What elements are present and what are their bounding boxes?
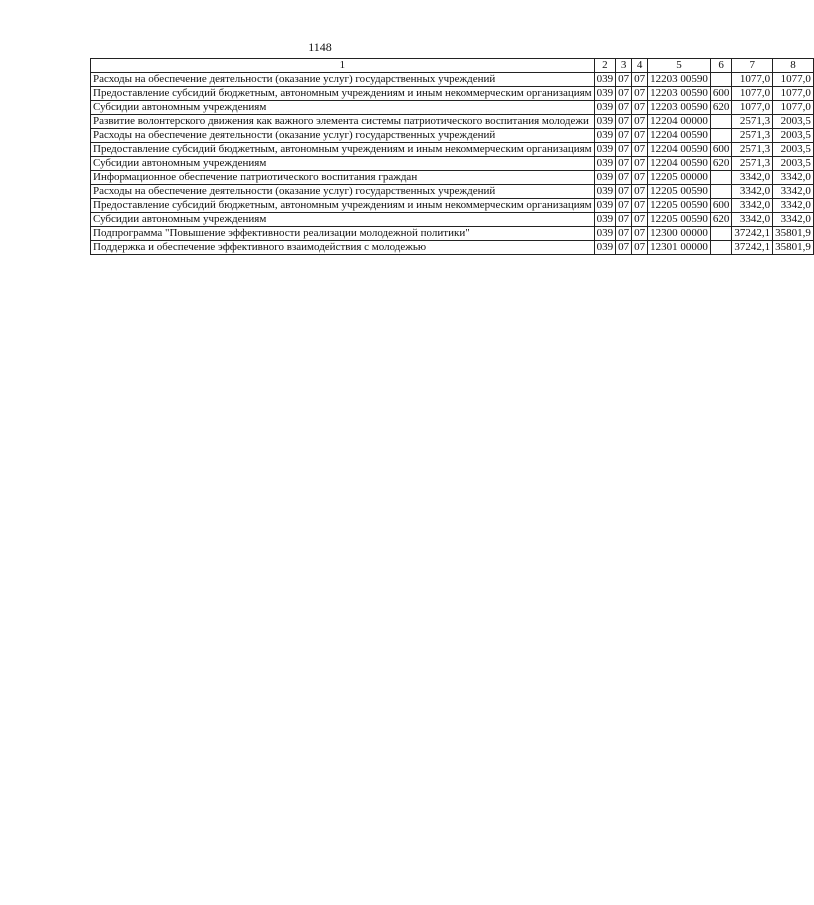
- row-name-cell: Расходы на обеспечение деятельности (оказание услуг) государственных учреждений: [91, 73, 595, 87]
- amount-col7-cell: 2571,3: [732, 115, 773, 129]
- amount-col8-cell: 1077,0: [773, 87, 814, 101]
- table-row: [91, 171, 814, 185]
- section-cell: 07: [616, 101, 632, 115]
- section-cell: 07: [616, 185, 632, 199]
- subsection-cell: 07: [632, 227, 648, 241]
- page-number: 1148: [308, 40, 332, 54]
- subsection-cell: 07: [632, 115, 648, 129]
- row-name-cell: Расходы на обеспечение деятельности (оказание услуг) государственных учреждений: [91, 129, 595, 143]
- column-header: 4: [632, 59, 648, 73]
- amount-col7-cell: 1077,0: [732, 101, 773, 115]
- subsection-cell: 07: [632, 87, 648, 101]
- amount-col7-cell: 1077,0: [732, 73, 773, 87]
- section-cell: 07: [616, 199, 632, 213]
- amount-col8-cell: 2003,5: [773, 143, 814, 157]
- expense-type-cell: 620: [710, 213, 732, 227]
- amount-col7-cell: 3342,0: [732, 171, 773, 185]
- subsection-cell: 07: [632, 185, 648, 199]
- section-cell: 07: [616, 157, 632, 171]
- target-item-cell: 12300 00000: [648, 227, 711, 241]
- expense-type-cell: [710, 227, 732, 241]
- amount-col8-cell: 2003,5: [773, 129, 814, 143]
- amount-col8-cell: 35801,9: [773, 241, 814, 255]
- subsection-cell: 07: [632, 157, 648, 171]
- amount-col7-cell: 3342,0: [732, 199, 773, 213]
- table-row: [91, 143, 814, 157]
- target-item-cell: 12203 00590: [648, 101, 711, 115]
- target-item-cell: 12205 00590: [648, 199, 711, 213]
- expense-type-cell: 600: [710, 143, 732, 157]
- table-row: [91, 115, 814, 129]
- admin-code-cell: 039: [594, 115, 616, 129]
- section-cell: 07: [616, 87, 632, 101]
- column-header: 6: [710, 59, 732, 73]
- subsection-cell: 07: [632, 143, 648, 157]
- target-item-cell: 12203 00590: [648, 87, 711, 101]
- row-name-cell: Субсидии автономным учреждениям: [91, 157, 595, 171]
- row-name-cell: Развитие волонтерского движения как важного элемента системы патриотического воспитания молодежи: [91, 115, 595, 129]
- admin-code-cell: 039: [594, 199, 616, 213]
- admin-code-cell: 039: [594, 87, 616, 101]
- table-row: [91, 185, 814, 199]
- admin-code-cell: 039: [594, 73, 616, 87]
- column-header: 8: [773, 59, 814, 73]
- target-item-cell: 12205 00000: [648, 171, 711, 185]
- section-cell: 07: [616, 115, 632, 129]
- target-item-cell: 12203 00590: [648, 73, 711, 87]
- admin-code-cell: 039: [594, 143, 616, 157]
- target-item-cell: 12204 00590: [648, 143, 711, 157]
- expense-type-cell: [710, 129, 732, 143]
- expense-type-cell: 620: [710, 157, 732, 171]
- table-row: [91, 129, 814, 143]
- table-row: [91, 157, 814, 171]
- expense-type-cell: 600: [710, 199, 732, 213]
- amount-col8-cell: 1077,0: [773, 73, 814, 87]
- admin-code-cell: 039: [594, 213, 616, 227]
- row-name-cell: Поддержка и обеспечение эффективного взаимодействия с молодежью: [91, 241, 595, 255]
- amount-col7-cell: 37242,1: [732, 227, 773, 241]
- amount-col8-cell: 2003,5: [773, 157, 814, 171]
- amount-col7-cell: 3342,0: [732, 185, 773, 199]
- table-row: [91, 73, 814, 87]
- target-item-cell: 12204 00000: [648, 115, 711, 129]
- table-row: [91, 199, 814, 213]
- subsection-cell: 07: [632, 73, 648, 87]
- expense-type-cell: [710, 241, 732, 255]
- table-row: [91, 87, 814, 101]
- row-name-cell: Информационное обеспечение патриотического воспитания граждан: [91, 171, 595, 185]
- amount-col8-cell: 1077,0: [773, 101, 814, 115]
- subsection-cell: 07: [632, 199, 648, 213]
- amount-col7-cell: 2571,3: [732, 157, 773, 171]
- target-item-cell: 12301 00000: [648, 241, 711, 255]
- expense-type-cell: [710, 185, 732, 199]
- amount-col7-cell: 2571,3: [732, 143, 773, 157]
- section-cell: 07: [616, 171, 632, 185]
- budget-table: [90, 58, 814, 255]
- row-name-cell: Подпрограмма "Повышение эффективности реализации молодежной политики": [91, 227, 595, 241]
- admin-code-cell: 039: [594, 227, 616, 241]
- admin-code-cell: 039: [594, 129, 616, 143]
- table-row: [91, 213, 814, 227]
- section-cell: 07: [616, 129, 632, 143]
- subsection-cell: 07: [632, 101, 648, 115]
- target-item-cell: 12205 00590: [648, 185, 711, 199]
- column-header: 3: [616, 59, 632, 73]
- table-row: [91, 241, 814, 255]
- expense-type-cell: [710, 171, 732, 185]
- amount-col7-cell: 37242,1: [732, 241, 773, 255]
- column-header: 5: [648, 59, 711, 73]
- expense-type-cell: [710, 73, 732, 87]
- header-row: [91, 59, 814, 73]
- admin-code-cell: 039: [594, 101, 616, 115]
- admin-code-cell: 039: [594, 171, 616, 185]
- section-cell: 07: [616, 143, 632, 157]
- row-name-cell: Предоставление субсидий бюджетным, автономным учреждениям и иным некоммерческим организациям: [91, 87, 595, 101]
- column-header: 7: [732, 59, 773, 73]
- column-header: 2: [594, 59, 616, 73]
- admin-code-cell: 039: [594, 241, 616, 255]
- expense-type-cell: 600: [710, 87, 732, 101]
- amount-col7-cell: 3342,0: [732, 213, 773, 227]
- row-name-cell: Расходы на обеспечение деятельности (оказание услуг) государственных учреждений: [91, 185, 595, 199]
- amount-col7-cell: 2571,3: [732, 129, 773, 143]
- admin-code-cell: 039: [594, 185, 616, 199]
- expense-type-cell: [710, 115, 732, 129]
- subsection-cell: 07: [632, 213, 648, 227]
- amount-col8-cell: 3342,0: [773, 185, 814, 199]
- expense-type-cell: 620: [710, 101, 732, 115]
- table-row: [91, 101, 814, 115]
- row-name-cell: Субсидии автономным учреждениям: [91, 101, 595, 115]
- target-item-cell: 12205 00590: [648, 213, 711, 227]
- subsection-cell: 07: [632, 171, 648, 185]
- column-header: 1: [91, 59, 595, 73]
- section-cell: 07: [616, 241, 632, 255]
- amount-col8-cell: 35801,9: [773, 227, 814, 241]
- amount-col8-cell: 3342,0: [773, 199, 814, 213]
- section-cell: 07: [616, 73, 632, 87]
- amount-col8-cell: 2003,5: [773, 115, 814, 129]
- row-name-cell: Субсидии автономным учреждениям: [91, 213, 595, 227]
- row-name-cell: Предоставление субсидий бюджетным, автономным учреждениям и иным некоммерческим организациям: [91, 199, 595, 213]
- admin-code-cell: 039: [594, 157, 616, 171]
- subsection-cell: 07: [632, 129, 648, 143]
- target-item-cell: 12204 00590: [648, 157, 711, 171]
- amount-col7-cell: 1077,0: [732, 87, 773, 101]
- amount-col8-cell: 3342,0: [773, 213, 814, 227]
- section-cell: 07: [616, 227, 632, 241]
- row-name-cell: Предоставление субсидий бюджетным, автономным учреждениям и иным некоммерческим организациям: [91, 143, 595, 157]
- target-item-cell: 12204 00590: [648, 129, 711, 143]
- amount-col8-cell: 3342,0: [773, 171, 814, 185]
- subsection-cell: 07: [632, 241, 648, 255]
- table-row: [91, 227, 814, 241]
- section-cell: 07: [616, 213, 632, 227]
